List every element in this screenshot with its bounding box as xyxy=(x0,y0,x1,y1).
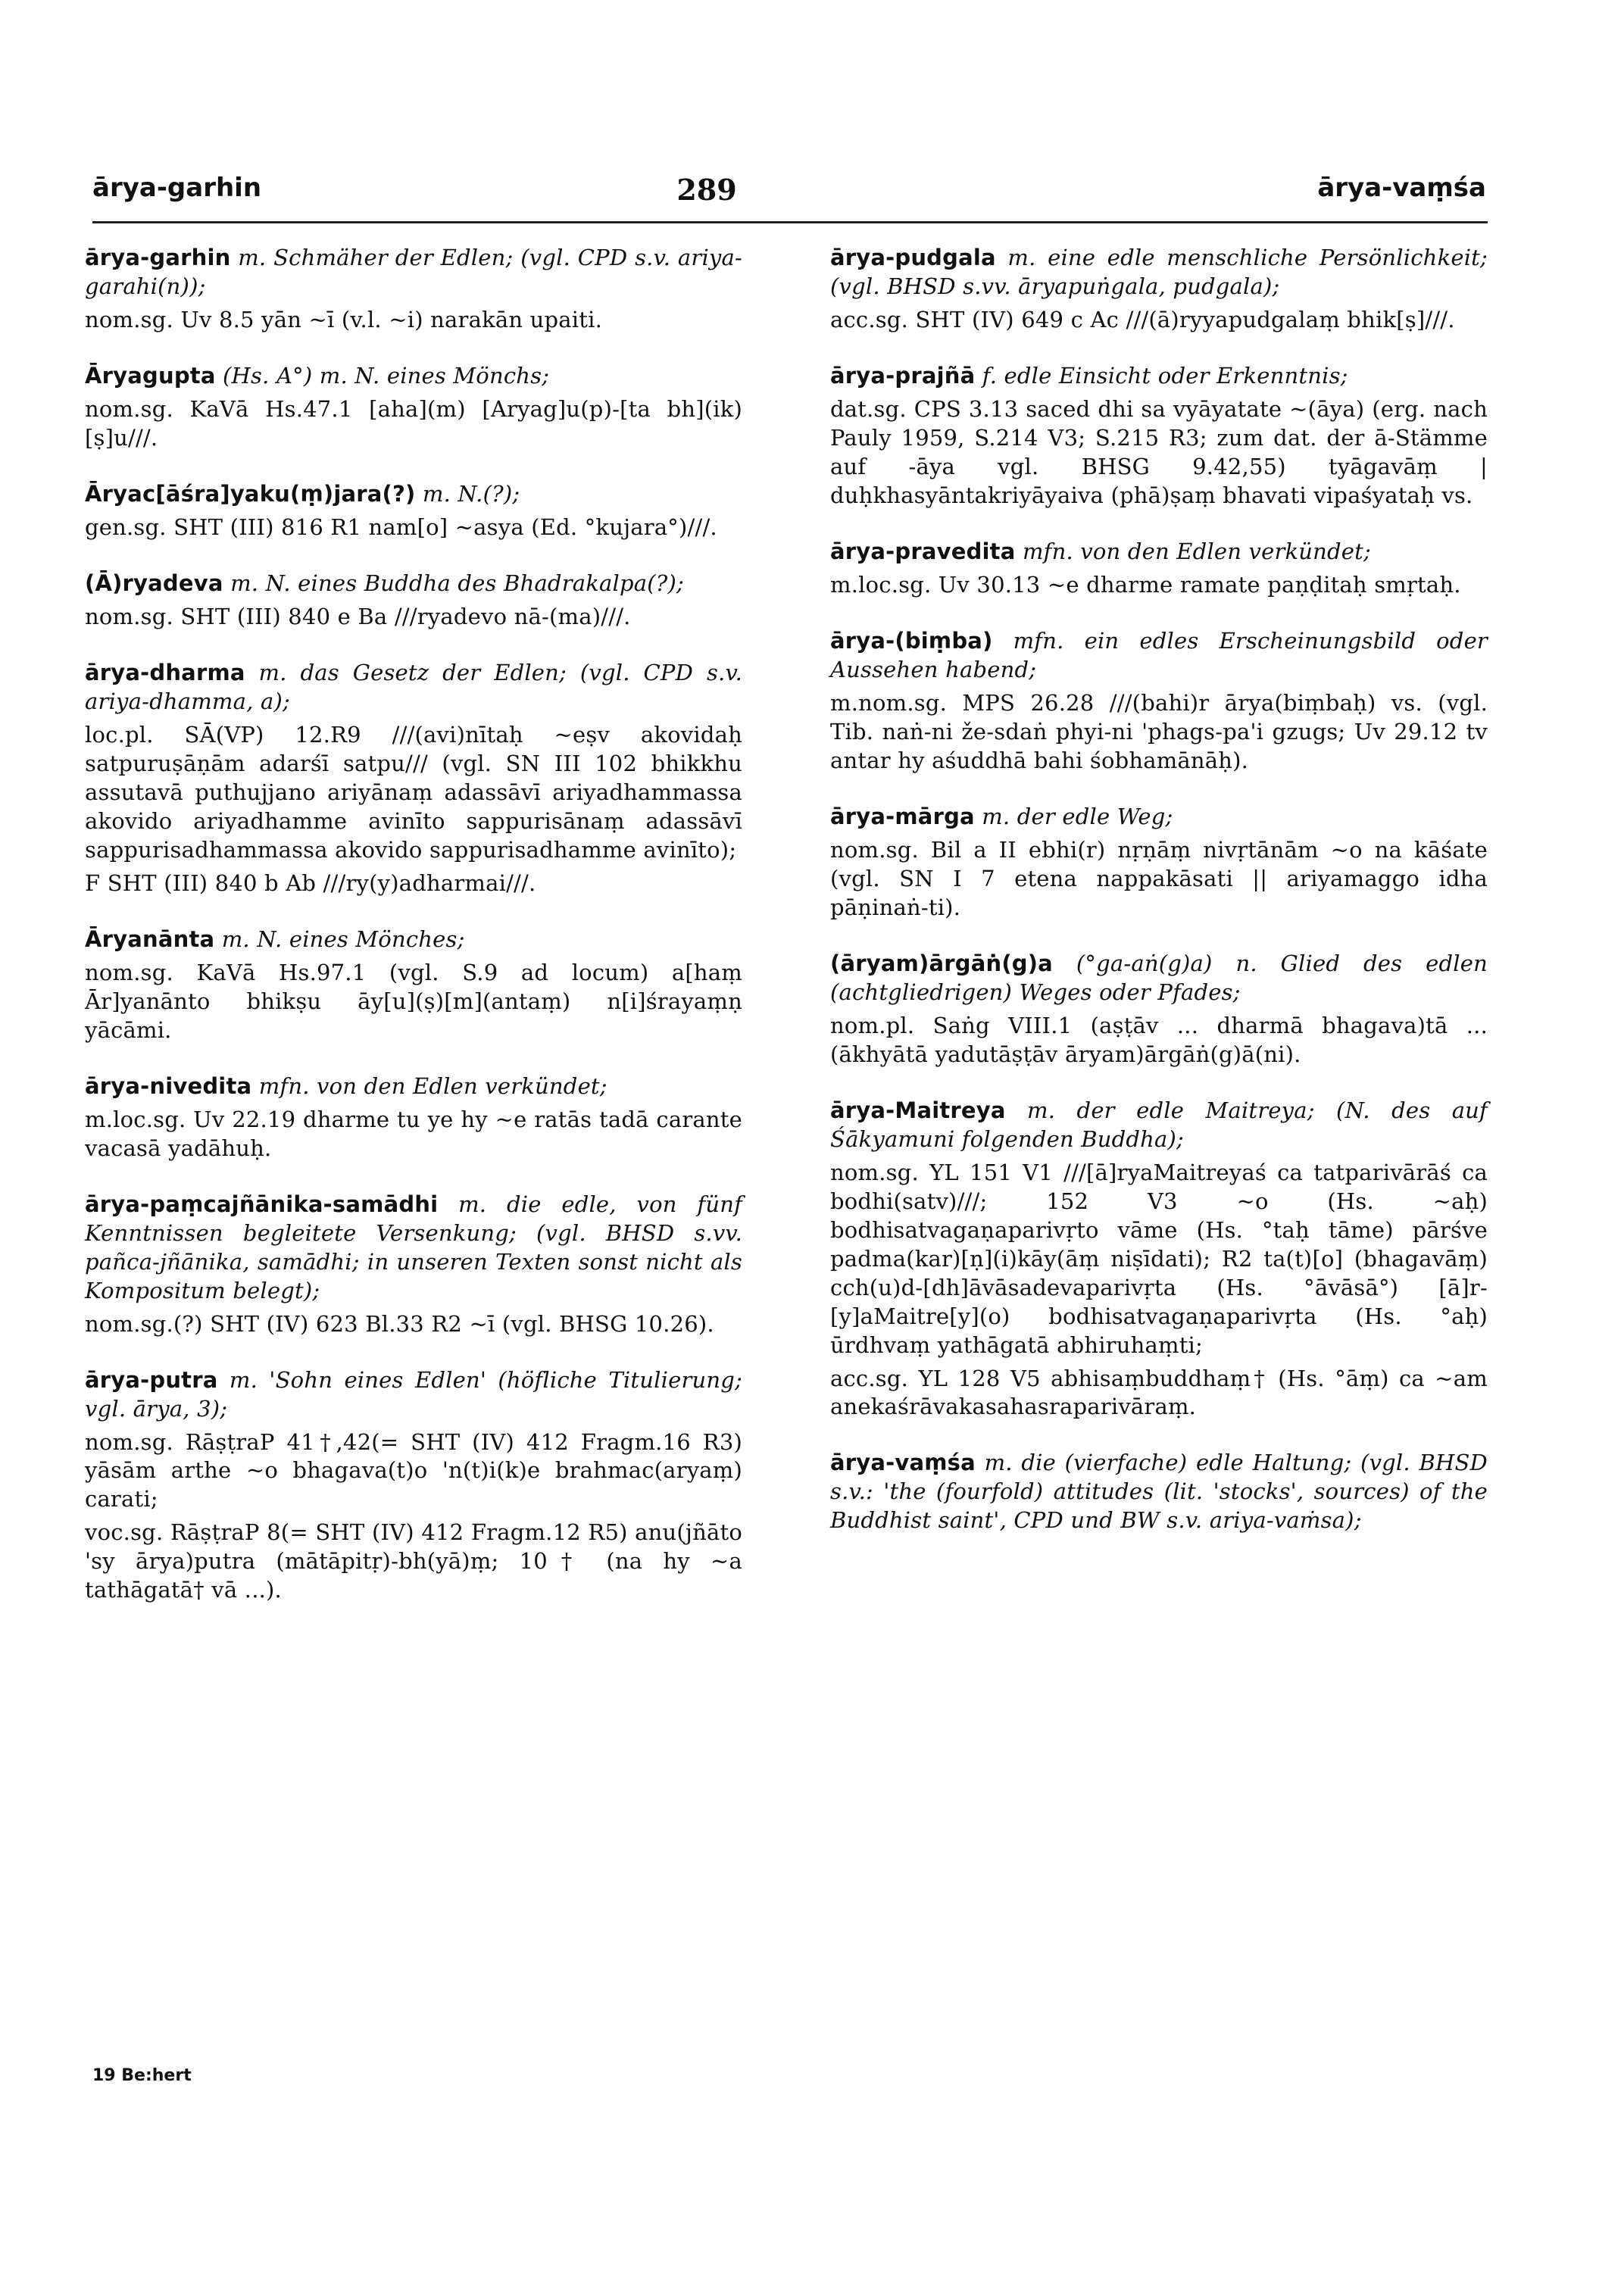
dictionary-entry xyxy=(85,1366,742,1606)
entry-lemma: ārya-vaṃśa xyxy=(830,1450,976,1476)
entry-citation: loc.pl. SĀ(VP) 12.R9 ///(avi)nītaḥ ~eṣv akovidaḥ satpuruṣāṇām adarśī satpu/// (vgl. SN III 102 bhikkhu assutavā puthujjano ariyānaṃ adassāvī ariyadhammassa akovido ariyadhamme avinīto sappurisānaṃ adassāvī sappurisadhammassa akovido sappurisadhamme avinīto); xyxy=(85,721,742,863)
left-column xyxy=(85,244,742,1632)
entry-head xyxy=(830,627,1488,685)
entry-head xyxy=(85,244,742,301)
dictionary-entry xyxy=(830,244,1488,335)
entry-citation: nom.sg. KaVā Hs.47.1 [aha](m) [Aryag]u(p)-[ta bh](ik)[ṣ]u///. xyxy=(85,395,742,451)
entry-head xyxy=(830,1449,1488,1535)
entry-citation: nom.sg. Bil a II ebhi(r) nṛṇāṃ nivṛtānām ~o na kāśate (vgl. SN I 7 etena nappakāsati || ariyamaggo idha pāṇinaṅ-ti). xyxy=(830,836,1488,920)
dictionary-entry xyxy=(85,480,742,542)
entry-head xyxy=(830,362,1488,391)
entry-head xyxy=(830,803,1488,832)
entry-citation: nom.sg.(?) SHT (IV) 623 Bl.33 R2 ~ī (vgl. BHSG 10.26). xyxy=(85,1310,714,1337)
entry-citation: acc.sg. SHT (IV) 649 c Ac ///(ā)ryyapudgalaṃ bhik[ṣ]///. xyxy=(830,306,1455,332)
entry-head xyxy=(85,480,742,509)
entry-citation: F SHT (III) 840 b Ab ///ry(y)adharmai///. xyxy=(85,869,536,896)
entry-lemma: ārya-garhin xyxy=(85,245,231,270)
entry-lemma: (āryam)ārgāṅ(g)a xyxy=(830,950,1053,976)
entry-head xyxy=(85,1072,742,1101)
entry-head xyxy=(85,659,742,716)
entry-definition: mfn. von den Edlen verkündet; xyxy=(258,1072,607,1099)
dictionary-entry xyxy=(830,803,1488,922)
dictionary-entry xyxy=(85,1191,742,1339)
entry-citation: nom.pl. Saṅg VIII.1 (aṣṭāv ... dharmā bhagava)tā ... (ākhyātā yadutāṣṭāv āryam)ārgāṅ(g)ā(ni). xyxy=(830,1012,1488,1067)
entry-lemma: ārya-Maitreya xyxy=(830,1097,1006,1123)
running-head-left: ārya-garhin xyxy=(92,173,262,203)
entry-lemma: ārya-pudgala xyxy=(830,245,996,270)
entry-definition: m. der edle Maitreya; (N. des auf Śākyamuni folgenden Buddha); xyxy=(830,1097,1488,1152)
entry-citation: nom.sg. SHT (III) 840 e Ba ///ryadevo nā-(ma)///. xyxy=(85,603,631,629)
entry-citation: nom.sg. Uv 8.5 yān ~ī (v.l. ~i) narakān upaiti. xyxy=(85,306,602,332)
dictionary-entry xyxy=(830,1449,1488,1535)
entry-citation: acc.sg. YL 128 V5 abhisaṃbuddhaṃ† (Hs. °āṃ) ca ~am anekaśrāvakasahasraparivāraṃ. xyxy=(830,1365,1488,1420)
entry-head xyxy=(85,1366,742,1424)
entry-lemma: (Ā)ryadeva xyxy=(85,570,223,596)
dictionary-entry xyxy=(85,570,742,632)
dictionary-entry xyxy=(85,244,742,335)
entry-head xyxy=(85,1191,742,1306)
entry-definition: m. eine edle menschliche Persönlichkeit; (vgl. BHSD s.vv. āryapuṅgala, pudgala); xyxy=(830,245,1488,299)
dictionary-entry xyxy=(830,1097,1488,1422)
dictionary-entry xyxy=(830,362,1488,510)
entry-lemma: ārya-pravedita xyxy=(830,538,1016,564)
running-head-right: ārya-vaṃśa xyxy=(1317,173,1486,203)
right-column xyxy=(830,244,1488,1562)
signature-footer: 19 Be:hert xyxy=(92,2066,192,2085)
entry-definition: m. die (vierfache) edle Haltung; (vgl. BHSD s.v.: 'the (fourfold) attitudes (lit. 'stocks', sources) of the Buddhist saint', CPD und BW s.v. ariya-vaṁsa); xyxy=(830,1450,1488,1534)
entry-lemma: ārya-dharma xyxy=(85,659,245,685)
entry-definition: mfn. von den Edlen verkündet; xyxy=(1022,538,1371,564)
dictionary-entry xyxy=(830,538,1488,600)
dictionary-entry xyxy=(830,627,1488,776)
entry-head xyxy=(85,926,742,954)
entry-citation: gen.sg. SHT (III) 816 R1 nam[o] ~asya (Ed. °kujara°)///. xyxy=(85,514,717,540)
entry-definition: m. N.(?); xyxy=(422,480,520,507)
entry-definition: mfn. ein edles Erscheinungsbild oder Aussehen habend; xyxy=(830,627,1488,682)
entry-lemma: ārya-putra xyxy=(85,1366,218,1393)
dictionary-entry xyxy=(85,926,742,1045)
entry-definition: m. Schmäher der Edlen; (vgl. CPD s.v. ariya-garahi(n)); xyxy=(85,245,742,299)
entry-definition: m. N. eines Mönches; xyxy=(221,926,465,952)
entry-citation: voc.sg. RāṣṭraP 8(= SHT (IV) 412 Fragm.12 R5) anu(jñāto 'sy ārya)putra (mātāpitṛ)-bh(yā)ṃ; 10† (na hy ~a tathāgatā† vā ...). xyxy=(85,1519,742,1603)
dictionary-entry xyxy=(830,950,1488,1069)
entry-definition: f. edle Einsicht oder Erkenntnis; xyxy=(982,362,1348,389)
entry-lemma: ārya-(biṃba) xyxy=(830,627,993,654)
entry-definition: (Hs. A°) m. N. eines Mönchs; xyxy=(223,362,550,389)
entry-head xyxy=(830,538,1488,567)
entry-definition: m. N. eines Buddha des Bhadrakalpa(?); xyxy=(230,570,684,596)
page-number: 289 xyxy=(676,173,737,207)
entry-lemma: ārya-nivedita xyxy=(85,1072,252,1099)
entry-head xyxy=(830,950,1488,1007)
entry-lemma: ārya-mārga xyxy=(830,803,975,829)
entry-head xyxy=(85,362,742,391)
entry-citation: nom.sg. YL 151 V1 ///[ā]ryaMaitreyaś ca tatparivārāś ca bodhi(satv)///; 152 V3 ~o (Hs. ~aḥ) bodhisatvagaṇaparivṛto vāme (Hs. °taḥ tāme) pārśve padma(kar)[ṇ](i)kāy(āṃ niṣīdati); R2 ta(t)[o] (bhagavāṃ) cch(u)d-[dh]āvāsadevaparivṛta (Hs. °āvāsā°) [ā]r-[y]aMaitre[y](o) bodhisatvagaṇaparivṛta (Hs. °aḥ) ūrdhvaṃ yathāgatā abhiruhaṃti; xyxy=(830,1159,1488,1358)
entry-lemma: Āryanānta xyxy=(85,926,215,952)
entry-citation: m.nom.sg. MPS 26.28 ///(bahi)r ārya(biṃbaḥ) vs. (vgl. Tib. naṅ-ni že-sdaṅ phyi-ni 'phags-pa'i gzugs; Uv 29.12 tv antar hy aśuddhā bahi śobhamānāḥ). xyxy=(830,689,1488,773)
entry-definition: m. das Gesetz der Edlen; (vgl. CPD s.v. ariya-dhamma, a); xyxy=(85,659,743,714)
entry-lemma: Āryac[āśra]yaku(ṃ)jara(?) xyxy=(85,480,416,507)
entry-lemma: Āryagupta xyxy=(85,362,216,389)
entry-lemma: ārya-prajñā xyxy=(830,362,976,389)
entry-citation: m.loc.sg. Uv 22.19 dharme tu ye hy ~e ratās tadā carante vacasā yadāhuḥ. xyxy=(85,1106,742,1161)
entry-citation: dat.sg. CPS 3.13 saced dhi sa vyāyatate ~(āya) (erg. nach Pauly 1959, S.214 V3; S.215 R3; zum dat. der ā-Stämme auf -āya vgl. BHSG 9.42,55) tyāgavāṃ | duḥkhasyāntakriyāyaiva (phā)ṣaṃ bhavati vipaśyataḥ vs. xyxy=(830,395,1488,508)
dictionary-entry xyxy=(85,659,742,898)
entry-citation: nom.sg. RāṣṭraP 41†,42(= SHT (IV) 412 Fragm.16 R3) yāsām arthe ~o bhagava(t)o 'n(t)i(k)e brahmac(aryaṃ) carati; xyxy=(85,1428,742,1512)
dictionary-entry xyxy=(85,1072,742,1163)
entry-lemma: ārya-paṃcajñānika-samādhi xyxy=(85,1191,439,1217)
entry-head xyxy=(830,1097,1488,1154)
entry-definition: m. 'Sohn eines Edlen' (höfliche Titulierung; vgl. ārya, 3); xyxy=(85,1366,742,1422)
dictionary-entry xyxy=(85,362,742,453)
entry-head xyxy=(830,244,1488,301)
header-rule xyxy=(92,221,1488,223)
entry-citation: m.loc.sg. Uv 30.13 ~e dharme ramate paṇḍitaḥ smṛtaḥ. xyxy=(830,571,1461,598)
entry-citation: nom.sg. KaVā Hs.97.1 (vgl. S.9 ad locum) a[haṃ Ār]yanānto bhikṣu āy[u](ṣ)[m](antaṃ) n[i]śrayaṃṇ yācāmi. xyxy=(85,959,742,1043)
entry-definition: (°ga-aṅ(g)a) n. Glied des edlen (achtgliedrigen) Weges oder Pfades; xyxy=(830,950,1488,1005)
entry-head xyxy=(85,570,742,598)
entry-definition: m. der edle Weg; xyxy=(982,803,1173,829)
entry-definition: m. die edle, von fünf Kenntnissen begleitete Versenkung; (vgl. BHSD s.vv. pañca-jñānika, samādhi; in unseren Texten sonst nicht als Kompositum belegt); xyxy=(85,1191,743,1303)
